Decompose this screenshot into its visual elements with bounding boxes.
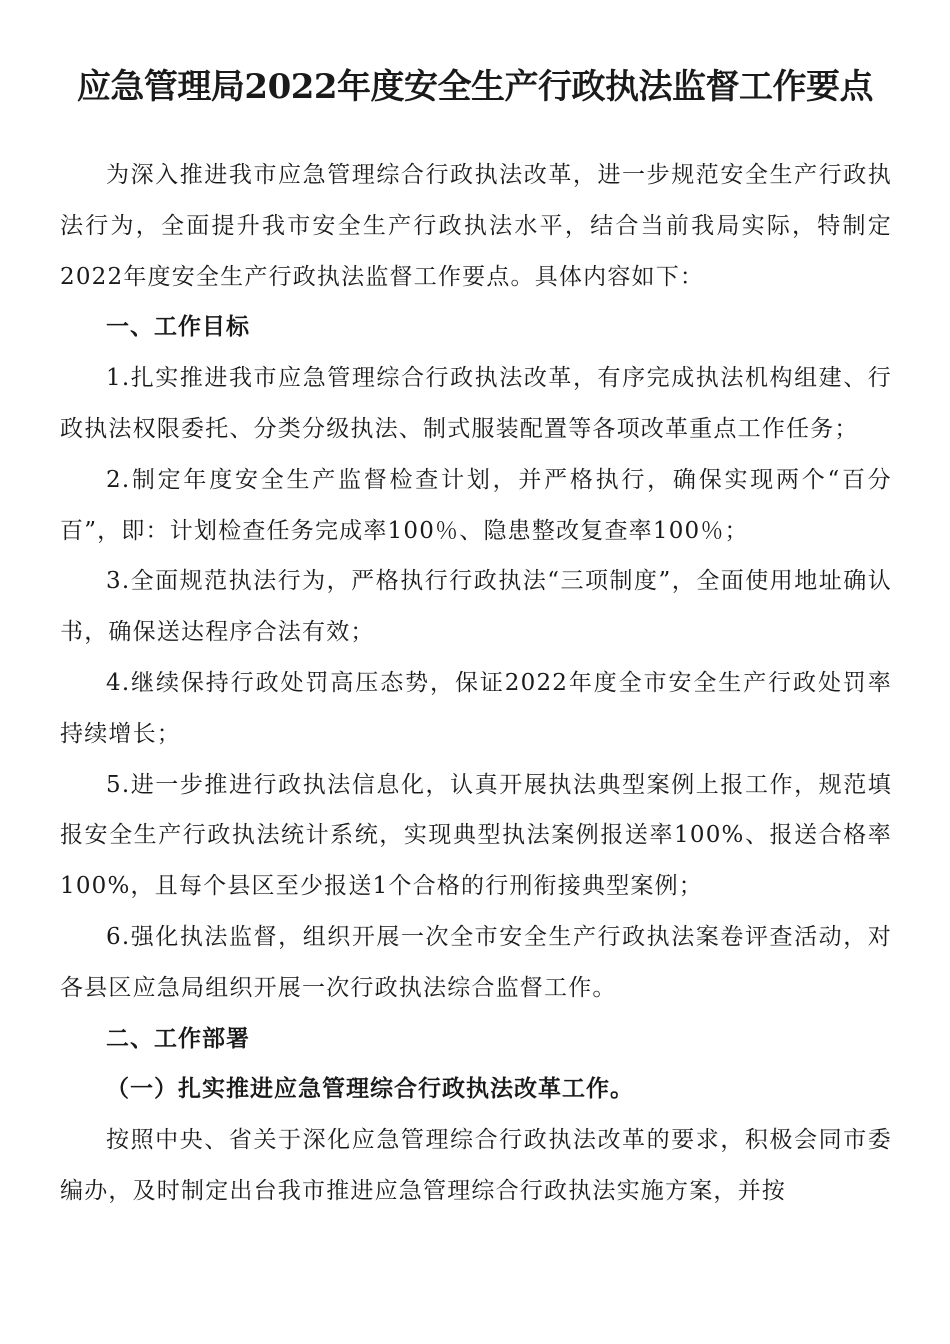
intro-paragraph: 为深入推进我市应急管理综合行政执法改革，进一步规范安全生产行政执法行为，全面提升我市安全生产行政执法水平，结合当前我局实际，特制定2022年度安全生产行政执法监督工作要点。具体内容如下： (60, 162, 892, 290)
goal-item: 4.继续保持行政处罚高压态势，保证2022年度全市安全生产行政处罚率持续增长； (60, 669, 892, 747)
goal-item: 1.扎实推进我市应急管理综合行政执法改革，有序完成执法机构组建、行政执法权限委托、分类分级执法、制式服装配置等各项改革重点工作任务； (60, 365, 892, 442)
deployment-paragraph: 按照中央、省关于深化应急管理综合行政执法改革的要求，积极会同市委编办，及时制定出台我市推进应急管理综合行政执法实施方案，并按 (60, 1127, 892, 1204)
goal-item: 3.全面规范执法行为，严格执行行政执法“三项制度”，全面使用地址确认书，确保送达程序合法有效； (60, 568, 892, 646)
section-heading-goals: 一、工作目标 (106, 314, 250, 341)
goal-item: 6.强化执法监督，组织开展一次全市安全生产行政执法案卷评查活动，对各县区应急局组织开展一次行政执法综合监督工作。 (60, 923, 892, 1001)
goal-item: 2.制定年度安全生产监督检查计划，并严格执行，确保实现两个“百分百”，即：计划检查任务完成率100％、隐患整改复查率100％； (60, 466, 892, 544)
document-title: 应急管理局2022年度安全生产行政执法监督工作要点 (76, 67, 874, 107)
document-body (60, 150, 892, 1217)
subsection-heading: （一）扎实推进应急管理综合行政执法改革工作。 (106, 1075, 634, 1103)
goal-item: 5.进一步推进行政执法信息化，认真开展执法典型案例上报工作，规范填报安全生产行政执法统计系统，实现典型执法案例报送率100%、报送合格率100%，且每个县区至少报送1个合格的行刑衔接典型案例； (60, 771, 892, 900)
section-heading-deployment: 二、工作部署 (106, 1025, 250, 1052)
